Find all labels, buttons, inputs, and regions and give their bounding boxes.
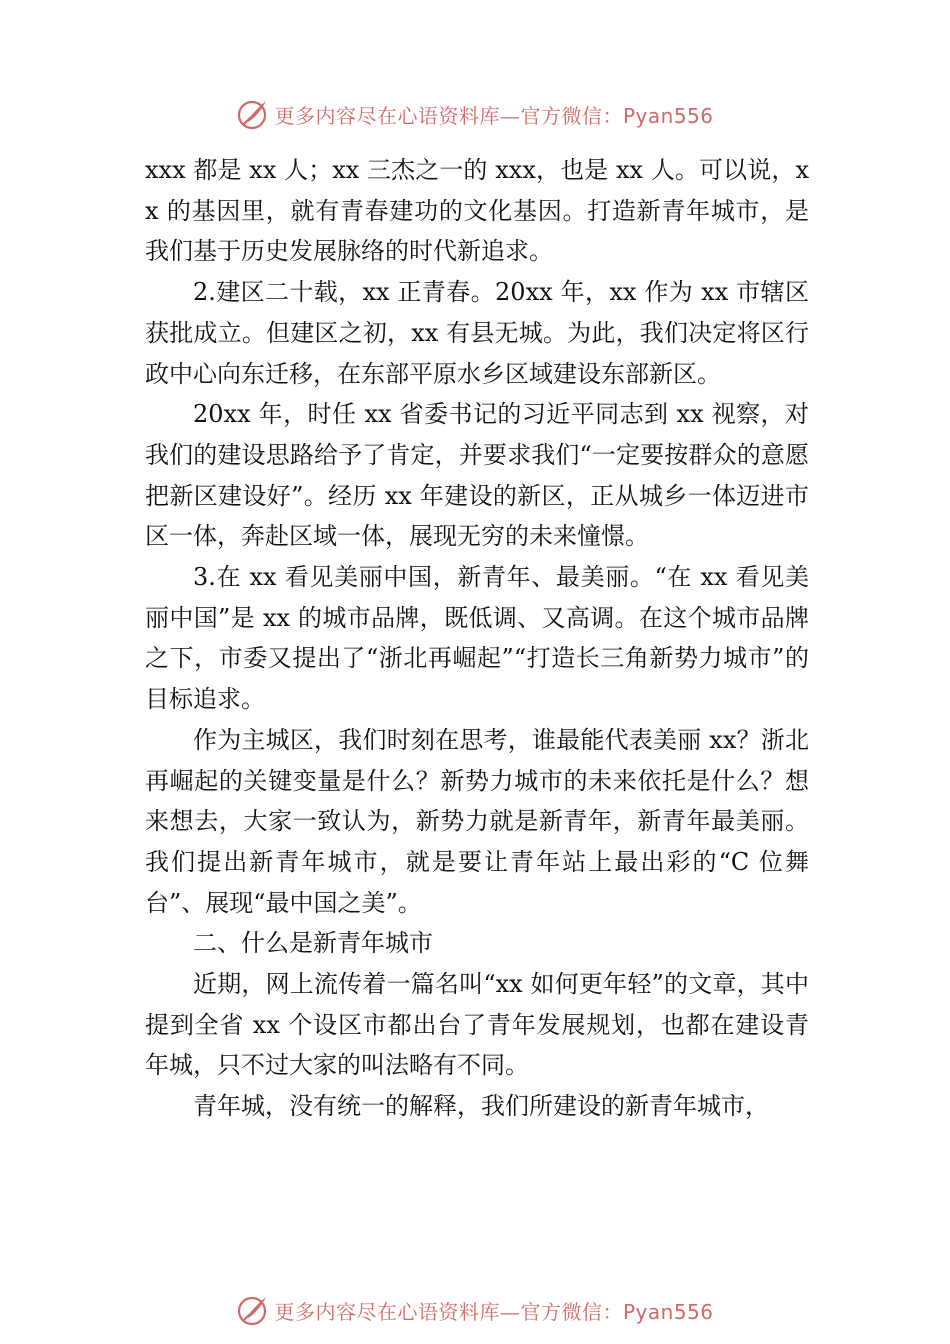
paragraph-4: 3.在 xx 看见美丽中国，新青年、最美丽。“在 xx 看见美丽中国”是 xx 的城市品牌，既低调、又高调。在这个城市品牌之下，市委又提出了“浙北再崛起”“打造长三角新势力城市”的目标追求。 (145, 563, 809, 714)
quill-circle-icon (236, 1293, 270, 1327)
section-heading: 二、什么是新青年城市 (193, 929, 433, 958)
paragraph-7: 青年城，没有统一的解释，我们所建设的新青年城市， (193, 1092, 769, 1121)
paragraph-1: xxx 都是 xx 人；xx 三杰之一的 xxx，也是 xx 人。可以说，xx 的基因里，就有青春建功的文化基因。打造新青年城市，是我们基于历史发展脉络的时代新追求。 (145, 156, 809, 266)
paragraph-6: 近期，网上流传着一篇名叫“xx 如何更年轻”的文章，其中提到全省 xx 个设区市都出台了青年发展规划，也都在建设青年城，只不过大家的叫法略有不同。 (145, 970, 809, 1080)
footer-banner (0, 1290, 950, 1330)
footer-banner-text: 更多内容尽在心语资料库—官方微信：Pyan556 (274, 1299, 714, 1324)
header-banner-text: 更多内容尽在心语资料库—官方微信：Pyan556 (274, 103, 714, 128)
header-banner (0, 94, 950, 134)
paragraph-2: 2.建区二十载，xx 正青春。20xx 年，xx 作为 xx 市辖区获批成立。但建区之初，xx 有县无城。为此，我们决定将区行政中心向东迁移，在东部平原水乡区域建设东部新区。 (145, 278, 809, 388)
quill-circle-icon (236, 97, 270, 131)
header-banner-code: Pyan556 (622, 103, 714, 128)
paragraph-3: 20xx 年，时任 xx 省委书记的习近平同志到 xx 视察，对我们的建设思路给予了肯定，并要求我们“一定要按群众的意愿把新区建设好”。经历 xx 年建设的新区，正从城乡一体迈进市区一体，奔赴区域一体，展现无穷的未来憧憬。 (145, 400, 809, 551)
footer-banner-code: Pyan556 (622, 1299, 714, 1324)
paragraph-5: 作为主城区，我们时刻在思考，谁最能代表美丽 xx？浙北再崛起的关键变量是什么？新势力城市的未来依托是什么？想来想去，大家一致认为，新势力就是新青年，新青年最美丽。我们提出新青年城市，就是要让青年站上最出彩的“C 位舞台”、展现“最中国之美”。 (145, 725, 809, 917)
document-body (145, 150, 809, 1127)
